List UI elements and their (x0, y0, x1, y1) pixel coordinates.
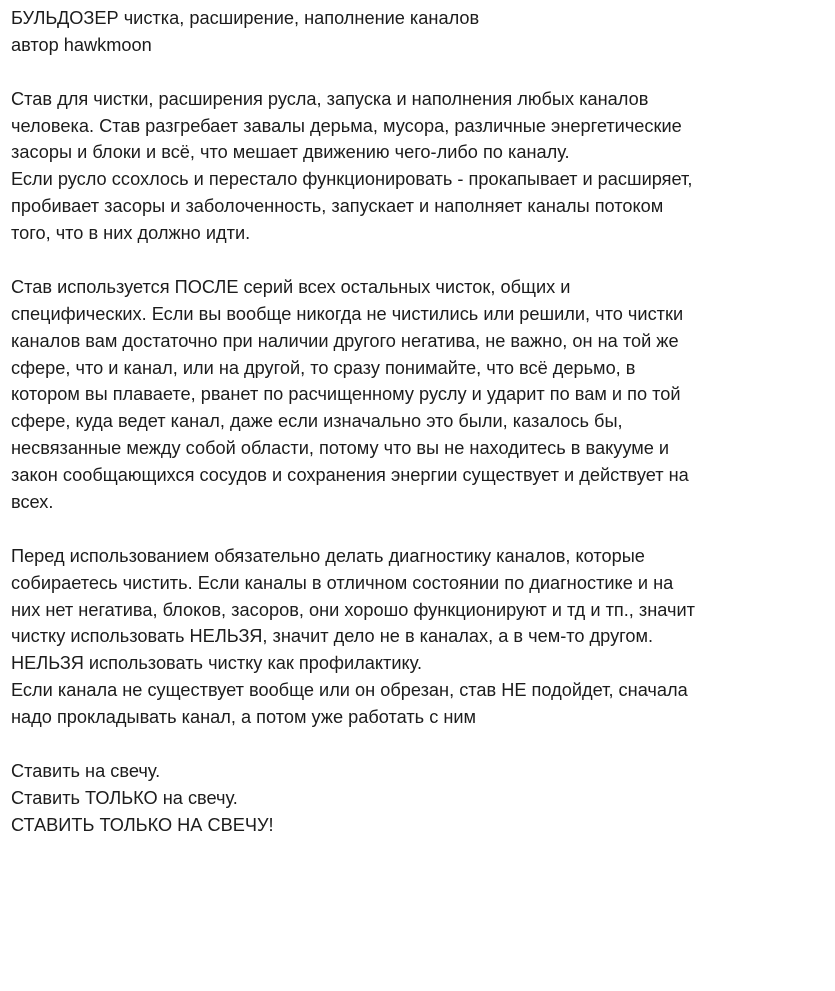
paragraph-description (11, 86, 827, 247)
text-line: чистку использовать НЕЛЬЗЯ, значит дело не в каналах, а в чем-то другом. (11, 626, 654, 647)
text-line: сфере, куда ведет канал, даже если изначально это были, казалось бы, (11, 411, 623, 432)
text-line: Если русло ссохлось и перестало функционировать - прокапывает и расширяет, (11, 169, 693, 190)
document-title: БУЛЬДОЗЕР чистка, расширение, наполнение каналов (11, 8, 480, 28)
text-line: них нет негатива, блоков, засоров, они хорошо функционируют и тд и тп., значит (11, 599, 695, 620)
text-line: Ставить на свечу. (11, 760, 161, 781)
author-line: автор hawkmoon (11, 34, 152, 55)
text-line: несвязанные между собой области, потому что вы не находитесь в вакууме и (11, 438, 670, 459)
text-line: Став используется ПОСЛЕ серий всех остальных чисток, общих и (11, 276, 571, 297)
paragraph-gap (11, 516, 827, 543)
paragraph-gap (11, 59, 827, 86)
text-line: засоры и блоки и всё, что мешает движению чего-либо по каналу. (11, 142, 570, 163)
text-line: специфических. Если вы вообще никогда не чистились или решили, что чистки (11, 303, 684, 324)
text-line: Став для чистки, расширения русла, запуска и наполнения любых каналов (11, 88, 649, 109)
text-line: НЕЛЬЗЯ использовать чистку как профилактику. (11, 653, 423, 674)
header (11, 5, 827, 59)
paragraph-candle-instruction (11, 758, 827, 839)
text-line: Перед использованием обязательно делать диагностику каналов, которые (11, 545, 645, 566)
text-line: котором вы плаваете, рванет по расчищенному руслу и ударит по вам и по той (11, 384, 681, 405)
text-line: закон сообщающихся сосудов и сохранения энергии существует и действует на (11, 465, 689, 486)
paragraph-gap (11, 731, 827, 758)
text-line: человека. Став разгребает завалы дерьма, мусора, различные энергетические (11, 115, 682, 136)
text-line: Если канала не существует вообще или он обрезан, став НЕ подойдет, сначала (11, 680, 688, 701)
text-line: Ставить ТОЛЬКО на свечу. (11, 787, 238, 808)
paragraph-usage-order (11, 274, 827, 516)
text-line: каналов вам достаточно при наличии другого негатива, не важно, он на той же (11, 330, 679, 351)
text-line: того, что в них должно идти. (11, 223, 251, 244)
text-line: сфере, что и канал, или на другой, то сразу понимайте, что всё дерьмо, в (11, 357, 636, 378)
text-line: всех. (11, 492, 54, 513)
paragraph-gap (11, 247, 827, 274)
text-line: пробивает засоры и заболоченность, запускает и наполняет каналы потоком (11, 196, 664, 217)
text-line: надо прокладывать канал, а потом уже работать с ним (11, 707, 477, 728)
text-line: собираетесь чистить. Если каналы в отличном состоянии по диагностике и на (11, 572, 674, 593)
text-line: СТАВИТЬ ТОЛЬКО НА СВЕЧУ! (11, 814, 274, 835)
paragraph-diagnostics (11, 543, 827, 731)
